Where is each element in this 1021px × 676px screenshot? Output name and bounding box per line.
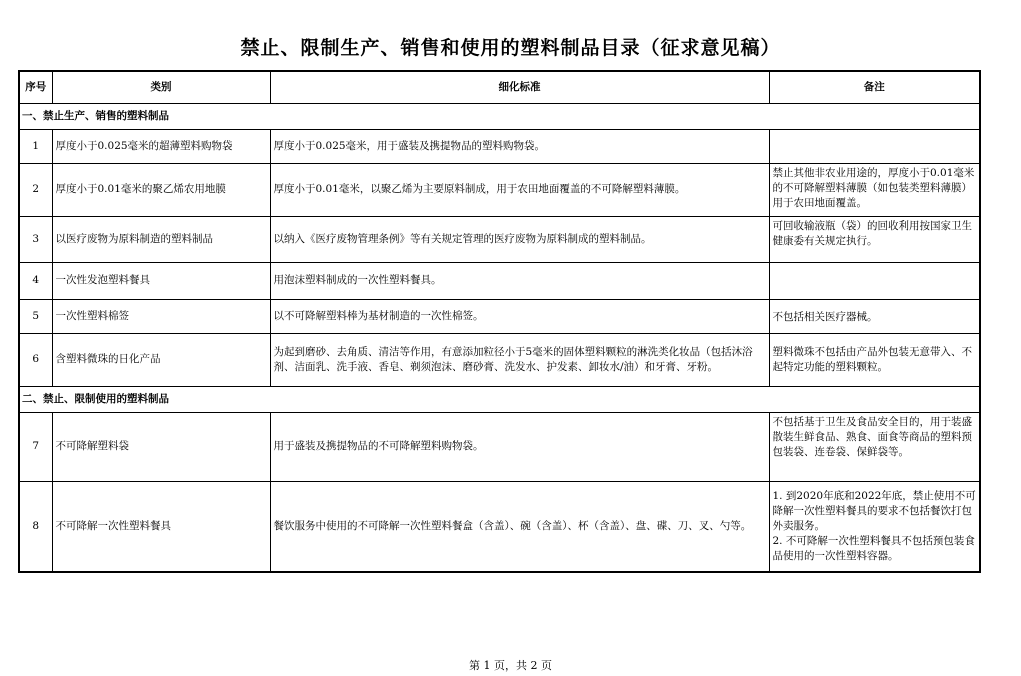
table-row bbox=[19, 333, 980, 386]
row-index: 3 bbox=[19, 216, 52, 262]
row-category: 不可降解塑料袋 bbox=[52, 412, 270, 481]
row-category: 以医疗废物为原料制造的塑料制品 bbox=[52, 216, 270, 262]
header-category: 类别 bbox=[52, 71, 270, 103]
section-title: 二、禁止、限制使用的塑料制品 bbox=[19, 386, 980, 412]
row-note-item: 2. 不可降解一次性塑料餐具不包括预包装食品使用的一次性塑料容器。 bbox=[772, 534, 975, 562]
row-category: 不可降解一次性塑料餐具 bbox=[52, 481, 270, 572]
row-note bbox=[769, 129, 980, 163]
row-category: 厚度小于0.01毫米的聚乙烯农用地膜 bbox=[52, 163, 270, 216]
table-row bbox=[19, 481, 980, 572]
section-title: 一、禁止生产、销售的塑料制品 bbox=[19, 103, 980, 129]
page-footer: 第 1 页，共 2 页 bbox=[469, 659, 552, 672]
table-row bbox=[19, 129, 980, 163]
row-note: 塑料微珠不包括由产品外包装无意带入、不起特定功能的塑料颗粒。 bbox=[769, 333, 980, 386]
section-row bbox=[19, 386, 980, 412]
table-row bbox=[19, 412, 980, 481]
row-index: 8 bbox=[19, 481, 52, 572]
table-row bbox=[19, 216, 980, 262]
header-note: 备注 bbox=[769, 71, 980, 103]
row-category: 一次性塑料棉签 bbox=[52, 299, 270, 333]
section-row bbox=[19, 103, 980, 129]
table-row bbox=[19, 262, 980, 299]
row-standard: 为起到磨砂、去角质、清洁等作用，有意添加粒径小于5毫米的固体塑料颗粒的淋洗类化妆品（包括沐浴剂、洁面乳、洗手液、香皂、剃须泡沫、磨砂膏、洗发水、护发素、卸妆水/油）和牙膏、牙粉。 bbox=[270, 333, 769, 386]
row-standard: 厚度小于0.01毫米，以聚乙烯为主要原料制成，用于农田地面覆盖的不可降解塑料薄膜。 bbox=[270, 163, 769, 216]
row-note-item: 1. 到2020年底和2022年底，禁止使用不可降解一次性塑料餐具的要求不包括餐饮打包外卖服务。 bbox=[772, 489, 976, 532]
row-index: 1 bbox=[19, 129, 52, 163]
row-standard: 用于盛装及携提物品的不可降解塑料购物袋。 bbox=[270, 412, 769, 481]
row-standard: 以纳入《医疗废物管理条例》等有关规定管理的医疗废物为原料制成的塑料制品。 bbox=[270, 216, 769, 262]
table-row bbox=[19, 163, 980, 216]
row-index: 2 bbox=[19, 163, 52, 216]
header-standard: 细化标准 bbox=[270, 71, 769, 103]
row-index: 7 bbox=[19, 412, 52, 481]
row-note bbox=[769, 262, 980, 299]
row-index: 5 bbox=[19, 299, 52, 333]
row-note: 可回收输液瓶（袋）的回收利用按国家卫生健康委有关规定执行。 bbox=[769, 216, 980, 262]
table-header-row bbox=[19, 71, 980, 103]
catalog-table bbox=[18, 70, 981, 573]
row-index: 4 bbox=[19, 262, 52, 299]
header-index: 序号 bbox=[19, 71, 52, 103]
row-category: 厚度小于0.025毫米的超薄塑料购物袋 bbox=[52, 129, 270, 163]
row-category: 一次性发泡塑料餐具 bbox=[52, 262, 270, 299]
row-standard: 厚度小于0.025毫米，用于盛装及携提物品的塑料购物袋。 bbox=[270, 129, 769, 163]
row-standard: 餐饮服务中使用的不可降解一次性塑料餐盒（含盖）、碗（含盖）、杯（含盖）、盘、碟、刀、叉、勺等。 bbox=[270, 481, 769, 572]
row-index: 6 bbox=[19, 333, 52, 386]
row-standard: 用泡沫塑料制成的一次性塑料餐具。 bbox=[270, 262, 769, 299]
row-standard: 以不可降解塑料棒为基材制造的一次性棉签。 bbox=[270, 299, 769, 333]
row-category: 含塑料微珠的日化产品 bbox=[52, 333, 270, 386]
row-note: 禁止其他非农业用途的，厚度小于0.01毫米的不可降解塑料薄膜（如包装类塑料薄膜）用于农田地面覆盖。 bbox=[769, 163, 980, 216]
row-note bbox=[769, 481, 980, 572]
row-note: 不包括基于卫生及食品安全目的，用于装盛散装生鲜食品、熟食、面食等商品的塑料预包装袋、连卷袋、保鲜袋等。 bbox=[769, 412, 980, 481]
row-note: 不包括相关医疗器械。 bbox=[769, 299, 980, 333]
table-row bbox=[19, 299, 980, 333]
page-title: 禁止、限制生产、销售和使用的塑料制品目录（征求意见稿） bbox=[240, 37, 781, 59]
